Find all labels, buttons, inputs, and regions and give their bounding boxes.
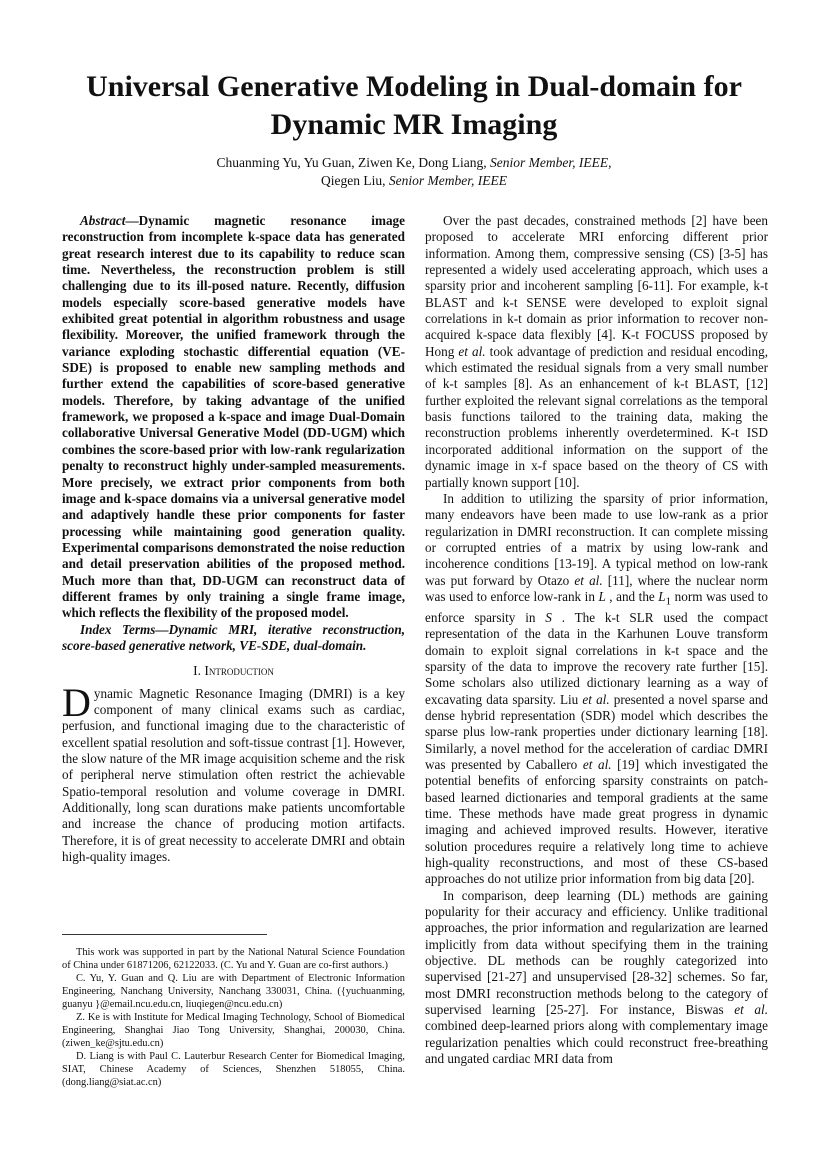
footnote-affiliation-ncu: C. Yu, Y. Guan and Q. Liu are with Department of Electronic Information Engineering, Nanchang University, Nanchang 330031, China. ({yuchuanming, guanyu }@email.ncu.edu.cn, liuqiegen@ncu.edu.cn): [62, 973, 405, 1010]
text-run: . The k-t SLR used the compact representation of the data in the Karhunen Louve transform domain to exploit signal correlations in k-t space and the sparsity of the data to improve the recovery rate further [15]. Some scholars also utilized dictionary learning as a way of excavating data sparsity. Liu: [425, 609, 769, 707]
et-al: et al.: [458, 343, 486, 359]
left-column: [62, 213, 405, 865]
text-run: In addition to utilizing the sparsity of prior information, many endeavors have been made to use low-rank as a prior regularization in DMRI reconstruction. It can complete missing or corrupted entries of a matrix by using low-rank and incoherence conditions [13-19]. A typical method on low-rank was put forward by Otazo: [425, 490, 768, 588]
math-symbol-L: L: [598, 588, 606, 604]
section-heading-introduction: [62, 663, 405, 679]
footnote-affiliation-sjtu: Z. Ke is with Institute for Medical Imaging Technology, School of Biomedical Engineering, Shanghai Jiao Tong University, Shanghai, 200030, China. (ziwen_ke@sjtu.edu.cn): [62, 1012, 405, 1049]
author-list: [60, 154, 768, 190]
footnote-funding: This work was supported in part by the National Natural Science Foundation of China under 61871206, 62122033. (C. Yu and Y. Guan are co-first authors.): [62, 947, 405, 971]
author-names-2: Qiegen Liu,: [321, 173, 389, 188]
text-run: took advantage of prediction and residual encoding, which estimated the residual signals from a very small number of k-t samples [8]. As an enhancement of k-t BLAST, [12] further exploited the relevant signal correlations as the temporal basis functions tailored to the training data, making the reconstruction problems inherently overdetermined. K-t ISD incorporated additional information on the support of the dynamic image in x-f space based on the theory of CS with partially known support [10].: [425, 343, 768, 490]
text-run: , and the: [605, 588, 659, 604]
math-symbol-L1: L: [658, 588, 666, 604]
body-paragraph-low-rank: [425, 491, 768, 888]
footnote-affiliation-siat: D. Liang is with Paul C. Lauterbur Research Center for Biomedical Imaging, SIAT, Chinese Academy of Sciences, Shenzhen 518055, China. (dong.liang@siat.ac.cn): [62, 1051, 405, 1088]
et-al: et al.: [582, 691, 610, 707]
author-role-2: Senior Member, IEEE: [388, 173, 507, 188]
right-column: [425, 213, 768, 1068]
intro-paragraph-1-text: ynamic Magnetic Resonance Imaging (DMRI) is a key component of many clinical exams such as cardiac, perfusion, and functional imaging due to the characteristic of excellent spatial resolution and soft-tissue contrast [1]. However, the slow nature of the MR image acquisition scheme and the risk of peripheral nerve stimulation often restrict the achievable Spatio-temporal resolution and volume coverage in DMRI. Additionally, long scan durations make patients uncomfortable and increase the chance of producing motion artifacts. Therefore, it is of great necessity to accelerate DMRI and obtain high-quality images.: [62, 685, 405, 865]
math-symbol-S: S: [545, 609, 552, 625]
paper-title: Universal Generative Modeling in Dual-domain for Dynamic MR Imaging: [86, 70, 742, 141]
author-line-1: [60, 154, 768, 172]
body-paragraph-deep-learning: [425, 888, 768, 1068]
footnote-divider: [62, 934, 267, 935]
text-run: [19] which investigated the potential benefits of enforcing sparsity constraints on patch-based learned dictionaries and temporal gradients at the same time. These methods have made great progress in dynamic imaging and achieved improved results. However, iterative solution procedures require a relatively long time to achieve high-quality reconstructions, and most of these CS-based approaches do not utilize prior information from big data [20].: [425, 756, 768, 887]
text-run: norm was used to enforce sparsity in: [425, 588, 768, 625]
abstract: [62, 213, 405, 622]
abstract-lead: Abstract: [80, 213, 126, 228]
text-run: combined deep-learned priors along with complementary image regularization penalties which could reconstruct free-breathing and ungated cardiac MRI data from: [425, 1018, 768, 1067]
drop-cap: D: [62, 679, 91, 725]
section-number: I.: [193, 663, 205, 679]
et-al: et al.: [582, 756, 612, 772]
math-subscript: 1: [665, 595, 672, 608]
abstract-text: —Dynamic magnetic resonance image reconstruction from incomplete k-space data has generated great research interest due to its capability to reduce scan time. Nevertheless, the reconstruction problem is still challenging due to its ill-posed nature. Recently, diffusion models especially score-based generative models have exhibited great potential in algorithm robustness and usage flexibility. Moreover, the unified framework through the variance exploding stochastic differential equation (VE-SDE) is proposed to enable new sampling methods and further extend the capabilities of score-based generative models. Therefore, by taking advantage of the unified framework, we proposed a k-space and image Dual-Domain collaborative Universal Generative Model (DD-UGM) which combines the score-based prior with low-rank regularization penalty to reconstruct highly under-sampled measurements. More precisely, we extract prior components from both image and k-space domains via a universal generative model and adaptively handle these prior components for faster processing while maintaining good generation quality. Experimental comparisons demonstrated the noise reduction and detail preservation abilities of the proposed method. Much more than that, DD-UGM can reconstruct data of different frames by only training a single frame image, which reflects the flexibility of the proposed model.: [62, 213, 405, 621]
author-names-1: Chuanming Yu, Yu Guan, Ziwen Ke, Dong Liang,: [216, 155, 490, 170]
author-role-1: Senior Member, IEEE,: [490, 155, 612, 170]
author-line-2: [60, 172, 768, 190]
text-run: In comparison, deep learning (DL) methods are gaining popularity for their accuracy and efficiency. Unlike traditional approaches, the prior information and regularization are learned implicitly from data without specifying them in the training objective. DL methods can be roughly categorized into supervised [21-27] and unsupervised [28-32] schemes. So far, most DMRI reconstruction methods belong to the category of supervised learning [25-27]. For instance, Biswas: [425, 887, 768, 1018]
text-run: [11], where the nuclear norm was used to enforce low-rank in: [425, 572, 769, 604]
et-al: et al.: [734, 1002, 768, 1018]
section-title: Introduction: [204, 663, 274, 679]
body-paragraph-constrained-methods: [425, 213, 768, 491]
footnotes: [62, 946, 405, 1089]
et-al: et al.: [574, 572, 603, 588]
text-run: presented a novel sparse and dense hybrid representation (SDR) model which describes the sparse plus low-rank properties under dictionary learning [18]. Similarly, a novel method for the acceleration of cardiac DMRI was presented by Caballero: [425, 691, 769, 772]
index-terms: Index Terms—Dynamic MRI, iterative reconstruction, score-based generative network, VE-SDE, dual-domain.: [62, 621, 405, 653]
text-run: Over the past decades, constrained methods [2] have been proposed to accelerate MRI enforcing different prior information. Among them, compressive sensing (CS) [3-5] has represented a widely used accelerating approach, which uses a sparsity prior and incoherent sampling [6-11]. For example, k-t BLAST and k-t SENSE were developed to exploit signal correlations in k-t domain as prior information to recover non-acquired k-space data flexibly [4]. K-t FOCUSS proposed by Hong: [425, 213, 768, 359]
intro-paragraph-1: [62, 679, 405, 866]
